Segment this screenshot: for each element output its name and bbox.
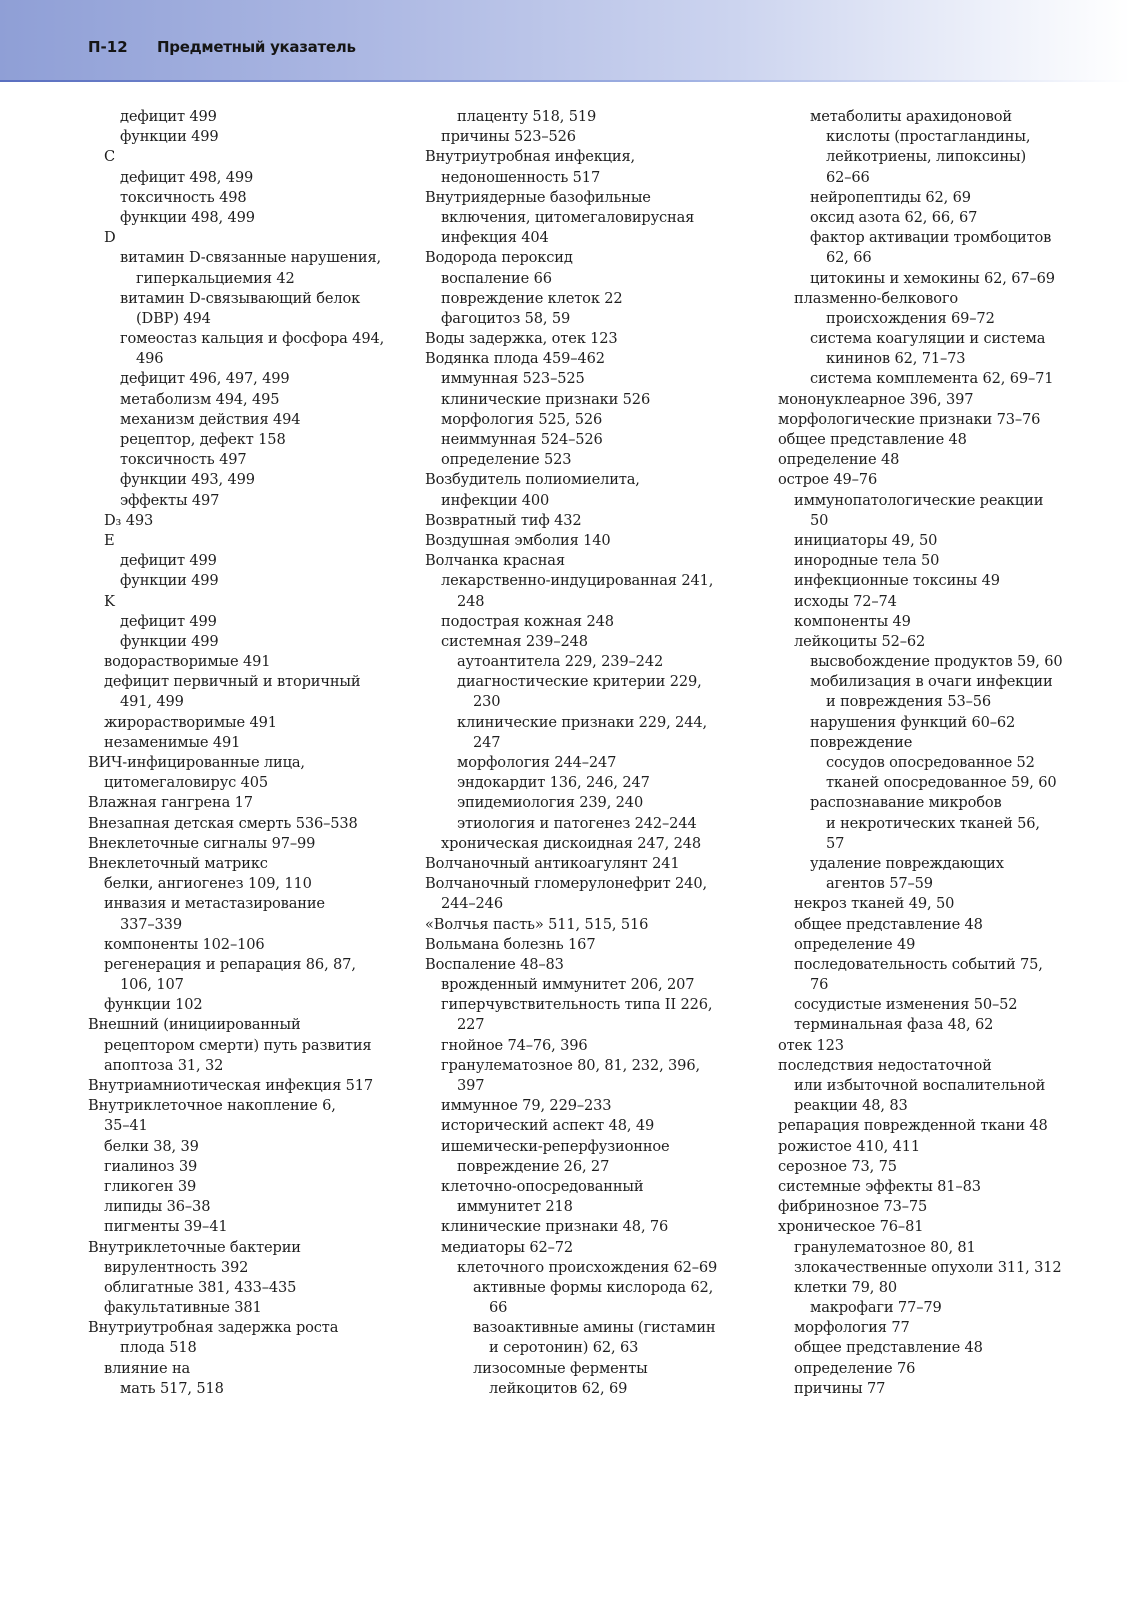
page-number: П-12	[88, 38, 128, 56]
index-entry: Внешний (инициированный	[88, 1016, 301, 1034]
index-entry: 230	[473, 693, 501, 711]
index-entry: гликоген 39	[104, 1177, 197, 1195]
index-entry: 496	[136, 350, 164, 368]
index-entry: серозное 73, 75	[778, 1157, 897, 1175]
index-entry: Волчаночный антикоагулянт 241	[425, 854, 680, 872]
index-entry: ВИЧ-инфицированные лица,	[88, 754, 305, 771]
index-column-2	[425, 107, 750, 1399]
index-column-3	[778, 107, 1078, 1399]
index-entry: острое 49–76	[778, 471, 878, 489]
index-entry: мать 517, 518	[120, 1379, 224, 1397]
index-entry: подострая кожная 248	[441, 612, 614, 630]
index-entry: 50	[810, 511, 829, 529]
index-entry: причины 523–526	[441, 128, 576, 146]
index-entry: дефицит 499	[120, 612, 217, 630]
index-entry: репарация поврежденной ткани 48	[778, 1117, 1048, 1135]
index-entry: дефицит 499	[120, 552, 217, 570]
index-entry: Влажная гангрена 17	[88, 794, 253, 812]
index-entry: функции 493, 499	[120, 471, 255, 489]
index-entry: рецептор, дефект 158	[120, 431, 286, 448]
index-entry: D₃ 493	[104, 511, 154, 529]
index-entry: общее представление 48	[794, 1339, 983, 1357]
index-entry: удаление повреждающих	[810, 854, 1004, 872]
index-entry: облигатные 381, 433–435	[104, 1278, 297, 1296]
index-entry: неиммунная 524–526	[441, 431, 603, 448]
index-entry: 106, 107	[120, 976, 184, 994]
index-entry: влияние на	[104, 1359, 191, 1377]
index-entry: функции 499	[120, 632, 219, 650]
index-entry: повреждение клеток 22	[441, 289, 623, 307]
index-entry: воспаление 66	[441, 269, 552, 287]
index-entry: повреждение 26, 27	[457, 1157, 610, 1175]
index-entry: токсичность 497	[120, 451, 247, 469]
index-entry: 248	[457, 592, 485, 610]
index-entry: инфекция 404	[441, 229, 549, 247]
index-entry: морфология 244–247	[457, 754, 617, 771]
index-entry: Водорода пероксид	[425, 249, 573, 267]
index-entry: Внутриклеточные бактерии	[88, 1238, 301, 1256]
index-entry: метаболиты арахидоновой	[810, 108, 1012, 125]
index-entry: терминальная фаза 48, 62	[794, 1016, 994, 1034]
index-entry: происхождения 69–72	[826, 309, 995, 327]
index-entry: пигменты 39–41	[104, 1218, 228, 1236]
index-entry: и повреждения 53–56	[826, 693, 992, 711]
index-entry: инфекционные токсины 49	[794, 572, 1000, 590]
index-entry: Воды задержка, отек 123	[425, 330, 618, 348]
index-entry: клеточно-опосредованный	[441, 1177, 644, 1195]
index-entry: витамин D-связанные нарушения,	[120, 249, 382, 267]
index-entry: белки 38, 39	[104, 1137, 199, 1155]
index-entry: определение 49	[794, 935, 916, 953]
index-entry: системная 239–248	[441, 632, 588, 650]
index-entry: Возвратный тиф 432	[425, 511, 582, 529]
index-entry: общее представление 48	[794, 915, 983, 933]
index-entry: компоненты 102–106	[104, 935, 265, 953]
index-entry: Вольмана болезнь 167	[425, 935, 596, 953]
index-entry: дефицит 499	[120, 108, 217, 125]
index-entry: метаболизм 494, 495	[120, 390, 280, 408]
index-entry: 66	[489, 1299, 508, 1317]
index-entry: функции 499	[120, 128, 219, 146]
index-entry: белки, ангиогенез 109, 110	[104, 875, 312, 893]
index-entry: E	[104, 531, 115, 549]
index-entry: жирорастворимые 491	[104, 713, 277, 731]
index-entry: плаценту 518, 519	[457, 108, 597, 125]
index-entry: некроз тканей 49, 50	[794, 895, 955, 913]
index-entry: исходы 72–74	[794, 592, 897, 610]
index-entry: гиперкальциемия 42	[136, 269, 295, 287]
index-entry: 62, 66	[826, 249, 872, 267]
index-entry: дефицит 498, 499	[120, 168, 254, 186]
index-entry: дефицит 496, 497, 499	[120, 370, 290, 388]
index-entry: оксид азота 62, 66, 67	[810, 208, 978, 226]
index-entry: этиология и патогенез 242–244	[457, 814, 697, 832]
index-entry: определение 48	[778, 451, 900, 469]
index-entry: токсичность 498	[120, 188, 247, 206]
index-entry: включения, цитомегаловирусная	[441, 208, 695, 226]
index-entry: Воспаление 48–83	[425, 955, 564, 973]
index-entry: эффекты 497	[120, 491, 220, 509]
index-entry: распознавание микробов	[810, 794, 1002, 812]
index-entry: липиды 36–38	[104, 1198, 211, 1216]
index-entry: инвазия и метастазирование	[104, 895, 325, 913]
index-entry: система комплемента 62, 69–71	[810, 370, 1054, 388]
index-entry: 35–41	[104, 1117, 148, 1135]
index-entry: Возбудитель полиомиелита,	[425, 471, 640, 489]
index-entry: кислоты (простагландины,	[826, 128, 1031, 146]
index-entry: клинические признаки 48, 76	[441, 1218, 669, 1236]
index-entry: хроническая дискоидная 247, 248	[441, 834, 702, 852]
index-entry: цитомегаловирус 405	[104, 774, 269, 792]
index-entry: Водянка плода 459–462	[425, 350, 605, 368]
index-entry: D	[104, 229, 116, 247]
index-entry: и серотонин) 62, 63	[489, 1339, 639, 1357]
index-entry: дефицит первичный и вторичный	[104, 673, 361, 691]
index-entry: исторический аспект 48, 49	[441, 1117, 655, 1135]
index-entry: гомеостаз кальция и фосфора 494,	[120, 330, 385, 348]
index-entry: тканей опосредованное 59, 60	[826, 774, 1057, 792]
index-entry: апоптоза 31, 32	[104, 1056, 224, 1074]
index-entry: кининов 62, 71–73	[826, 350, 966, 368]
index-entry: K	[104, 592, 115, 610]
index-entry: 244–246	[441, 895, 503, 913]
index-entry: витамин D-связывающий белок	[120, 289, 361, 307]
index-entry: 76	[810, 976, 829, 994]
index-entry: C	[104, 148, 116, 166]
index-entry: морфология 525, 526	[441, 410, 603, 428]
index-entry: лейкотриены, липоксины)	[826, 148, 1027, 166]
index-entry: инородные тела 50	[794, 552, 940, 570]
index-entry: Внезапная детская смерть 536–538	[88, 814, 358, 832]
index-entry: 247	[473, 733, 501, 751]
index-entry: клеточного происхождения 62–69	[457, 1258, 718, 1276]
index-entry: определение 76	[794, 1359, 916, 1377]
index-entry: вазоактивные амины (гистамин	[473, 1319, 716, 1337]
index-entry: клинические признаки 526	[441, 390, 651, 408]
index-entry: последствия недостаточной	[778, 1056, 992, 1074]
index-entry: фактор активации тромбоцитов	[810, 229, 1052, 247]
index-entry: незаменимые 491	[104, 733, 241, 751]
index-entry: иммунопатологические реакции	[794, 491, 1044, 509]
index-entry: лейкоциты 52–62	[794, 632, 926, 650]
index-entry: 227	[457, 1016, 485, 1034]
index-entry: злокачественные опухоли 311, 312	[794, 1258, 1062, 1276]
index-entry: регенерация и репарация 86, 87,	[104, 955, 356, 973]
index-entry: агентов 57–59	[826, 875, 933, 893]
index-entry: Внутриутробная задержка роста	[88, 1319, 339, 1337]
index-entry: цитокины и хемокины 62, 67–69	[810, 269, 1055, 287]
index-entry: инициаторы 49, 50	[794, 531, 938, 549]
index-entry: аутоантитела 229, 239–242	[457, 653, 664, 671]
index-entry: лизосомные ферменты	[473, 1359, 648, 1377]
index-entry: функции 102	[104, 996, 203, 1014]
index-entry: факультативные 381	[104, 1299, 262, 1317]
index-entry: водорастворимые 491	[104, 653, 271, 671]
index-entry: система коагуляции и система	[810, 330, 1046, 348]
index-entry: рецептором смерти) путь развития	[104, 1036, 372, 1054]
index-entry: морфологические признаки 73–76	[778, 410, 1041, 428]
index-entry: клетки 79, 80	[794, 1278, 898, 1296]
index-entry: системные эффекты 81–83	[778, 1177, 981, 1195]
index-entry: функции 499	[120, 572, 219, 590]
index-entry: отек 123	[778, 1036, 844, 1054]
index-entry: клинические признаки 229, 244,	[457, 713, 707, 731]
index-column-1	[88, 107, 413, 1399]
running-title: Предметный указатель	[157, 38, 356, 56]
index-entry: 337–339	[120, 915, 182, 933]
index-entry: 397	[457, 1077, 485, 1094]
index-entry: Внутриклеточное накопление 6,	[88, 1097, 336, 1115]
index-entry: Внутриутробная инфекция,	[425, 148, 636, 166]
index-entry: врожденный иммунитет 206, 207	[441, 976, 695, 994]
index-entry: реакции 48, 83	[794, 1097, 908, 1115]
index-entry: морфология 77	[794, 1319, 910, 1337]
index-entry: (DBP) 494	[136, 309, 211, 327]
index-entry: лейкоцитов 62, 69	[489, 1379, 628, 1397]
index-entry: гранулематозное 80, 81	[794, 1238, 976, 1256]
index-entry: мононуклеарное 396, 397	[778, 390, 974, 408]
index-entry: эндокардит 136, 246, 247	[457, 774, 650, 792]
index-entry: компоненты 49	[794, 612, 911, 630]
index-entry: активные формы кислорода 62,	[473, 1278, 714, 1296]
index-entry: рожистое 410, 411	[778, 1137, 921, 1155]
index-entry: общее представление 48	[778, 431, 967, 448]
index-entry: или избыточной воспалительной	[794, 1077, 1046, 1094]
index-entry: 57	[826, 834, 845, 852]
index-entry: механизм действия 494	[120, 410, 301, 428]
index-entry: гиперчувствительность типа II 226,	[441, 996, 713, 1014]
index-entry: Волчаночный гломерулонефрит 240,	[425, 875, 707, 893]
index-entry: Внеклеточный матрикс	[88, 854, 268, 872]
index-entry: плода 518	[120, 1339, 197, 1357]
index-entry: вирулентность 392	[104, 1258, 249, 1276]
index-entry: инфекции 400	[441, 491, 550, 509]
index-entry: и некротических тканей 56,	[826, 814, 1040, 832]
index-entry: фибринозное 73–75	[778, 1198, 928, 1216]
index-entry: сосудистые изменения 50–52	[794, 996, 1018, 1014]
index-entry: иммунная 523–525	[441, 370, 585, 388]
index-entry: фагоцитоз 58, 59	[441, 309, 571, 327]
index-entry: недоношенность 517	[441, 168, 601, 186]
index-entry: Внеклеточные сигналы 97–99	[88, 834, 316, 852]
index-entry: хроническое 76–81	[778, 1218, 924, 1236]
index-entry: гнойное 74–76, 396	[441, 1036, 588, 1054]
index-entry: «Волчья пасть» 511, 515, 516	[425, 915, 649, 933]
index-entry: гранулематозное 80, 81, 232, 396,	[441, 1056, 700, 1074]
index-entry: диагностические критерии 229,	[457, 673, 702, 691]
index-entry: Волчанка красная	[425, 552, 565, 570]
index-entry: Внутриядерные базофильные	[425, 188, 651, 206]
index-entry: гиалиноз 39	[104, 1157, 198, 1175]
index-entry: Внутриамниотическая инфекция 517	[88, 1077, 374, 1094]
index-entry: макрофаги 77–79	[810, 1299, 942, 1317]
index-entry: функции 498, 499	[120, 208, 255, 226]
index-entry: ишемически-реперфузионное	[441, 1137, 670, 1155]
index-entry: Воздушная эмболия 140	[425, 531, 611, 549]
index-entry: иммунное 79, 229–233	[441, 1097, 612, 1115]
index-entry: повреждение	[810, 733, 913, 751]
index-entry: сосудов опосредованное 52	[826, 754, 1035, 771]
index-entry: лекарственно-индуцированная 241,	[441, 572, 714, 590]
index-entry: иммунитет 218	[457, 1198, 573, 1216]
index-entry: 491, 499	[120, 693, 184, 711]
index-entry: нарушения функций 60–62	[810, 713, 1016, 731]
header-rule	[0, 80, 1131, 82]
index-entry: мобилизация в очаги инфекции	[810, 673, 1053, 691]
index-entry: плазменно-белкового	[794, 289, 959, 307]
index-entry: причины 77	[794, 1379, 886, 1397]
index-entry: последовательность событий 75,	[794, 955, 1043, 973]
index-entry: медиаторы 62–72	[441, 1238, 574, 1256]
index-entry: эпидемиология 239, 240	[457, 794, 644, 812]
index-entry: определение 523	[441, 451, 572, 469]
index-entry: высвобождение продуктов 59, 60	[810, 653, 1063, 671]
index-entry: 62–66	[826, 168, 870, 186]
index-entry: нейропептиды 62, 69	[810, 188, 971, 206]
